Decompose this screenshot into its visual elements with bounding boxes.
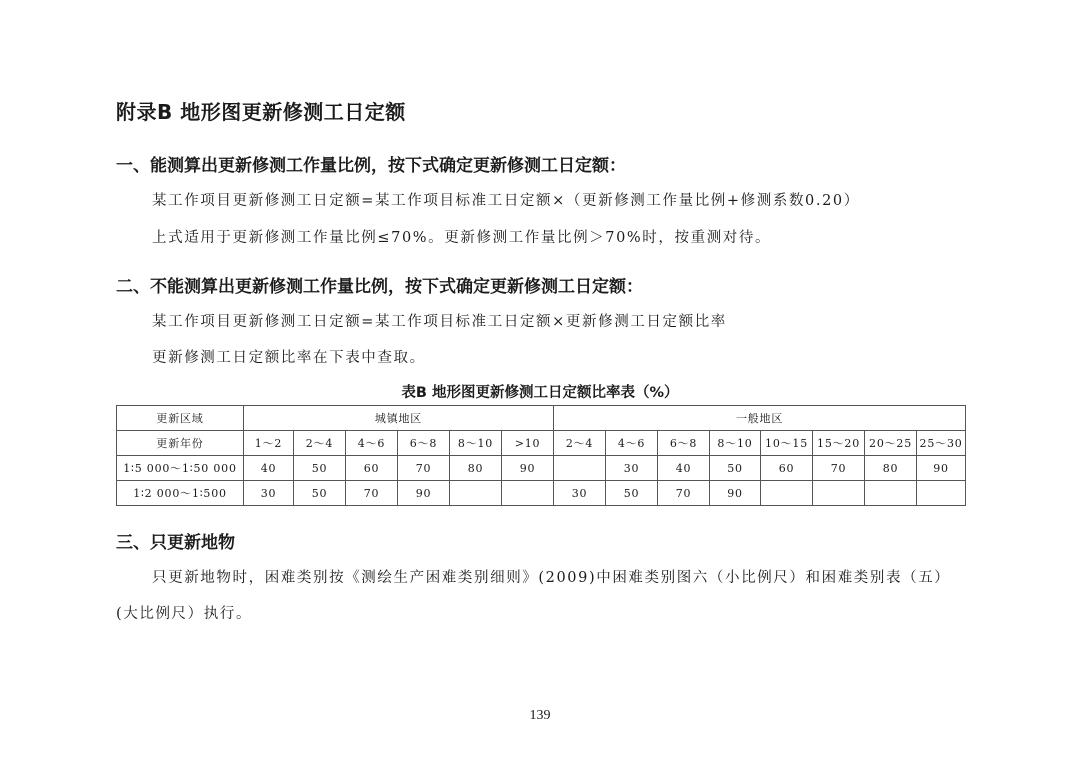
urban-area-header: 城镇地区 bbox=[244, 406, 554, 431]
table-header-row-area bbox=[117, 406, 966, 431]
general-year-cell: 25～30 bbox=[917, 431, 966, 456]
general-year-cell: 2～4 bbox=[554, 431, 606, 456]
general-area-header: 一般地区 bbox=[554, 406, 966, 431]
section-3-heading: 三、只更新地物 bbox=[116, 533, 235, 553]
rate-cell: 80 bbox=[865, 456, 917, 481]
rate-cell: 70 bbox=[346, 481, 398, 506]
general-year-cell: 10～15 bbox=[761, 431, 813, 456]
section-3-body: 只更新地物时，困难类别按《测绘生产困难类别细则》(2009)中困难类别图六（小比例尺）和困难类别表（五）(大比例尺）执行。 bbox=[116, 570, 951, 622]
rate-cell: 70 bbox=[658, 481, 710, 506]
rate-cell: 50 bbox=[606, 481, 658, 506]
rate-cell: 50 bbox=[294, 456, 346, 481]
table-header-row-years bbox=[117, 431, 966, 456]
urban-year-cell: 2～4 bbox=[294, 431, 346, 456]
urban-year-cell: 4～6 bbox=[346, 431, 398, 456]
section-2-note: 更新修测工日定额比率在下表中查取。 bbox=[152, 350, 426, 366]
section-2-formula: 某工作项目更新修测工日定额=某工作项目标准工日定额×更新修测工日定额比率 bbox=[152, 314, 727, 330]
rate-cell: 80 bbox=[450, 456, 502, 481]
rate-cell: 40 bbox=[658, 456, 710, 481]
table-row bbox=[117, 481, 966, 506]
rate-cell bbox=[554, 456, 606, 481]
rate-cell: 50 bbox=[710, 456, 761, 481]
section-1-note: 上式适用于更新修测工作量比例≤70%。更新修测工作量比例＞70%时，按重测对待。 bbox=[152, 230, 772, 246]
section-2-heading: 二、不能测算出更新修测工作量比例，按下式确定更新修测工日定额： bbox=[116, 277, 643, 297]
rate-cell bbox=[813, 481, 865, 506]
section-1-formula: 某工作项目更新修测工日定额=某工作项目标准工日定额×（更新修测工作量比例+修测系数0.20） bbox=[152, 193, 860, 209]
rate-cell: 90 bbox=[502, 456, 554, 481]
rate-cell: 90 bbox=[710, 481, 761, 506]
rate-cell: 40 bbox=[244, 456, 294, 481]
years-label-cell: 更新年份 bbox=[117, 431, 244, 456]
area-label-cell: 更新区域 bbox=[117, 406, 244, 431]
appendix-title: 附录B 地形图更新修测工日定额 bbox=[116, 100, 406, 124]
rate-cell: 70 bbox=[398, 456, 450, 481]
general-year-cell: 15～20 bbox=[813, 431, 865, 456]
rate-cell bbox=[502, 481, 554, 506]
rate-cell bbox=[761, 481, 813, 506]
general-year-cell: 4～6 bbox=[606, 431, 658, 456]
rate-cell: 90 bbox=[398, 481, 450, 506]
rate-cell bbox=[917, 481, 966, 506]
rate-cell: 30 bbox=[554, 481, 606, 506]
section-1-heading: 一、能测算出更新修测工作量比例，按下式确定更新修测工日定额： bbox=[116, 156, 626, 176]
urban-year-cell: 6～8 bbox=[398, 431, 450, 456]
table-row bbox=[117, 456, 966, 481]
scale-cell: 1∶2 000～1∶500 bbox=[117, 481, 244, 506]
urban-year-cell: 1～2 bbox=[244, 431, 294, 456]
rate-cell: 30 bbox=[606, 456, 658, 481]
general-year-cell: 8～10 bbox=[710, 431, 761, 456]
general-year-cell: 6～8 bbox=[658, 431, 710, 456]
rate-cell: 30 bbox=[244, 481, 294, 506]
general-year-cell: 20～25 bbox=[865, 431, 917, 456]
urban-year-cell: 8～10 bbox=[450, 431, 502, 456]
rate-cell: 60 bbox=[761, 456, 813, 481]
rate-cell: 60 bbox=[346, 456, 398, 481]
rate-cell bbox=[865, 481, 917, 506]
urban-year-cell: >10 bbox=[502, 431, 554, 456]
rate-cell: 50 bbox=[294, 481, 346, 506]
rate-cell bbox=[450, 481, 502, 506]
scale-cell: 1∶5 000～1∶50 000 bbox=[117, 456, 244, 481]
rate-table bbox=[116, 405, 966, 506]
rate-cell: 90 bbox=[917, 456, 966, 481]
rate-cell: 70 bbox=[813, 456, 865, 481]
page-number: 139 bbox=[529, 708, 551, 723]
table-title: 表B 地形图更新修测工日定额比率表（%） bbox=[401, 385, 679, 401]
